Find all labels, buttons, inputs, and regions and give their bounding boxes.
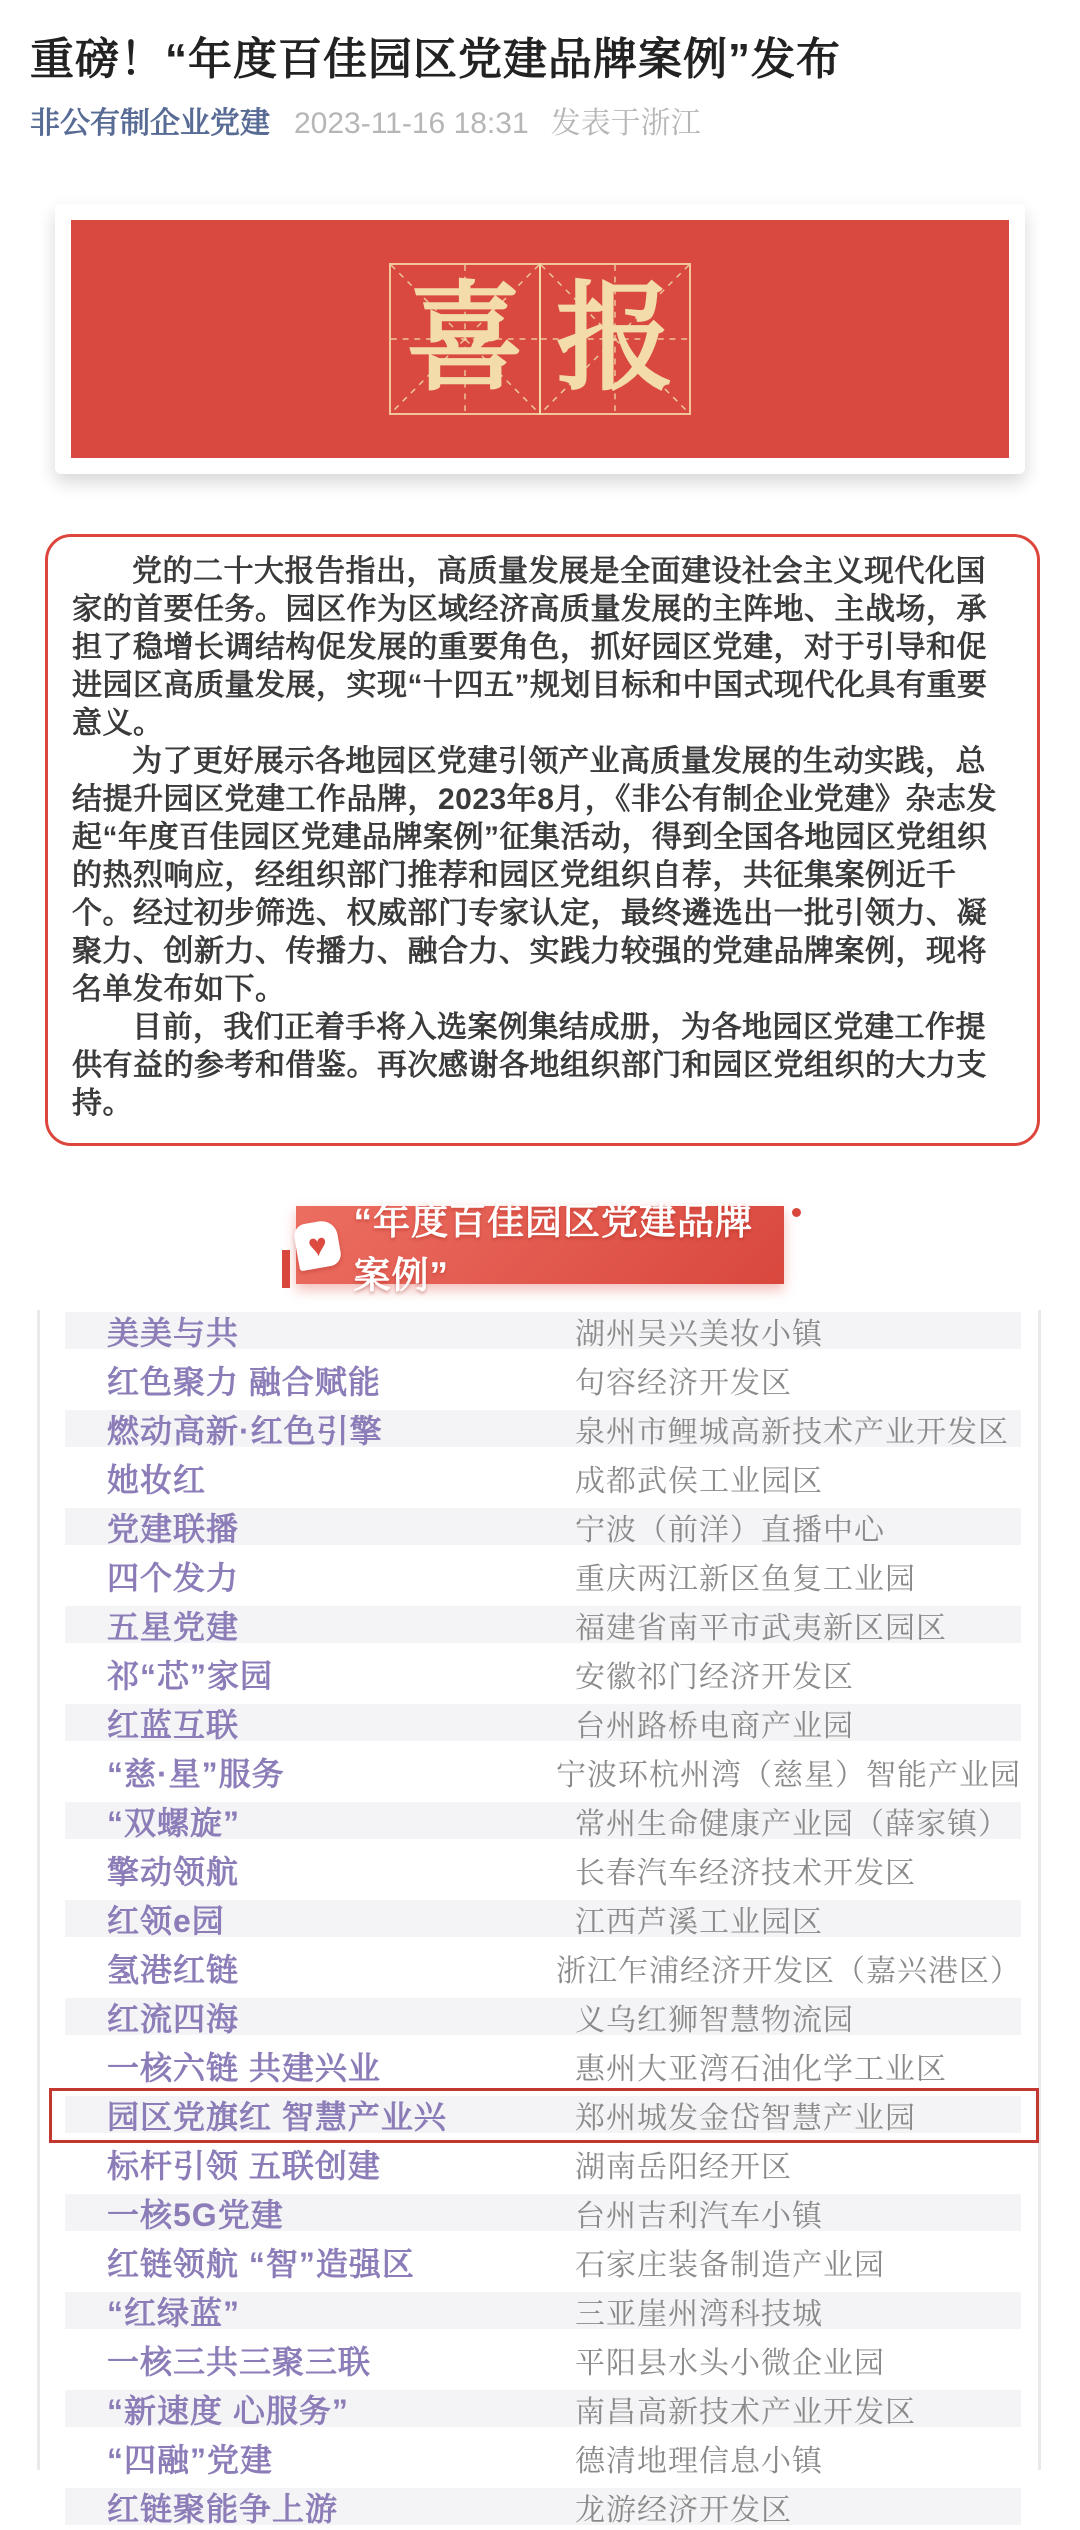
brand-name: 四个发力 bbox=[107, 1559, 240, 1596]
table-row bbox=[65, 1459, 1021, 1496]
brand-name: “新速度 心服务” bbox=[107, 2392, 349, 2429]
table-row bbox=[65, 1606, 1021, 1643]
park-name: 南昌高新技术产业开发区 bbox=[575, 2395, 916, 2429]
brand-name: “慈·星”服务 bbox=[107, 1755, 285, 1792]
banner-char: 报 bbox=[555, 273, 674, 405]
park-name: 台州路桥电商产业园 bbox=[575, 1709, 854, 1743]
brand-name: 党建联播 bbox=[107, 1510, 240, 1547]
brand-name: 氢港红链 bbox=[107, 1951, 240, 1988]
brand-name: 祁“芯”家园 bbox=[107, 1657, 274, 1694]
heart-icon: ♥ bbox=[306, 1226, 330, 1264]
park-name: 泉州市鲤城高新技术产业开发区 bbox=[575, 1415, 1009, 1449]
table-row bbox=[65, 1557, 1021, 1594]
publish-date: 2023-11-16 18:31 bbox=[294, 107, 529, 140]
park-name: 重庆两江新区鱼复工业园 bbox=[575, 1562, 916, 1596]
table-row bbox=[65, 1410, 1021, 1447]
table-row bbox=[65, 1704, 1021, 1741]
notice-paragraph: 为了更好展示各地园区党建引领产业高质量发展的生动实践，总结提升园区党建工作品牌，2023年8月，《非公有制企业党建》杂志发起“年度百佳园区党建品牌案例”征集活动，得到全国各地园区党组织的热烈响应，经组织部门推荐和园区党组织自荐，共征集案例近千个。经过初步筛选、权威部门专家认定，最终遴选出一批引领力、凝聚力、创新力、传播力、融合力、实践力较强的党建品牌案例，现将名单发布如下。 bbox=[72, 745, 997, 1006]
park-name: 浙江乍浦经济开发区（嘉兴港区） bbox=[556, 1954, 1021, 1988]
park-name: 福建省南平市武夷新区园区 bbox=[575, 1611, 947, 1645]
table-row bbox=[65, 1753, 1021, 1790]
brand-name: 标杆引领 五联创建 bbox=[107, 2147, 381, 2184]
brand-name: 园区党旗红 智慧产业兴 bbox=[107, 2098, 447, 2135]
good-news-banner-card bbox=[55, 204, 1025, 474]
brand-name: 五星党建 bbox=[107, 1608, 240, 1645]
table-row bbox=[65, 1851, 1021, 1888]
park-name: 宁波环杭州湾（慈星）智能产业园 bbox=[556, 1758, 1021, 1792]
banner-char: 喜 bbox=[405, 273, 524, 405]
author-link[interactable]: 非公有制企业党建 bbox=[30, 107, 270, 140]
notice-paragraph: 党的二十大报告指出，高质量发展是全面建设社会主义现代化国家的首要任务。园区作为区域经济高质量发展的主阵地、主战场，承担了稳增长调结构促发展的重要角色，抓好园区党建，对于引导和促进园区高质量发展，实现“十四五”规划目标和中国式现代化具有重要意义。 bbox=[72, 555, 988, 740]
brand-name: 一核5G党建 bbox=[107, 2196, 284, 2233]
table-row bbox=[65, 2439, 1021, 2476]
park-name: 常州生命健康产业园（薛家镇） bbox=[575, 1807, 1009, 1841]
table-row bbox=[65, 1802, 1021, 1839]
brand-name: 美美与共 bbox=[107, 1314, 240, 1351]
park-name: 安徽祁门经济开发区 bbox=[575, 1660, 854, 1694]
table-row bbox=[65, 2145, 1021, 2182]
calligraphy-grid-box bbox=[539, 263, 691, 415]
park-name: 德清地理信息小镇 bbox=[575, 2444, 823, 2478]
brand-name: 红领e园 bbox=[107, 1902, 225, 1939]
table-row bbox=[65, 2194, 1021, 2231]
table-left-border bbox=[37, 1310, 40, 2470]
table-row bbox=[65, 2292, 1021, 2329]
publish-location: 发表于浙江 bbox=[550, 107, 701, 140]
park-name: 湖州吴兴美妆小镇 bbox=[575, 1317, 823, 1351]
brand-name: 擎动领航 bbox=[107, 1853, 240, 1890]
brand-table bbox=[37, 1310, 1041, 2525]
park-name: 台州吉利汽车小镇 bbox=[575, 2199, 823, 2233]
section-badge-label: “年度百佳园区党建品牌案例” bbox=[353, 1201, 753, 1296]
brand-name: 燃动高新·红色引擎 bbox=[107, 1412, 383, 1449]
table-row bbox=[65, 1998, 1021, 2035]
park-name: 龙游经济开发区 bbox=[575, 2493, 792, 2527]
table-row bbox=[65, 1655, 1021, 1692]
brand-name: 红链领航 “智”造强区 bbox=[107, 2245, 415, 2282]
park-name: 三亚崖州湾科技城 bbox=[575, 2297, 823, 2331]
notice-box bbox=[45, 534, 1040, 1146]
brand-name: 红链聚能争上游 bbox=[107, 2490, 339, 2527]
brand-name: 红色聚力 融合赋能 bbox=[107, 1363, 381, 1400]
table-row bbox=[65, 2488, 1021, 2525]
brand-name: 红蓝互联 bbox=[107, 1706, 240, 1743]
brand-name: “双螺旋” bbox=[107, 1804, 241, 1841]
table-row bbox=[65, 2243, 1021, 2280]
badge-accent-dot bbox=[792, 1208, 801, 1217]
brand-name: “红绿蓝” bbox=[107, 2294, 241, 2331]
park-name: 成都武侯工业园区 bbox=[575, 1464, 823, 1498]
article-page bbox=[0, 30, 1080, 2525]
good-news-banner bbox=[71, 220, 1009, 458]
table-row bbox=[65, 1312, 1021, 1349]
table-row bbox=[65, 1508, 1021, 1545]
park-name: 义乌红狮智慧物流园 bbox=[575, 2003, 854, 2037]
notice-paragraph: 目前，我们正着手将入选案例集结成册，为各地园区党建工作提供有益的参考和借鉴。再次感谢各地组织部门和园区党组织的大力支持。 bbox=[72, 1011, 987, 1120]
brand-name: “四融”党建 bbox=[107, 2441, 274, 2478]
park-name: 惠州大亚湾石油化学工业区 bbox=[575, 2052, 947, 2086]
brand-name: 红流四海 bbox=[107, 2000, 240, 2037]
table-row bbox=[65, 2047, 1021, 2084]
page-title: 重磅！“年度百佳园区党建品牌案例”发布 bbox=[30, 35, 841, 84]
table-row bbox=[65, 1361, 1021, 1398]
table-row bbox=[65, 2341, 1021, 2378]
park-name: 湖南岳阳经开区 bbox=[575, 2150, 792, 2184]
heart-bubble-icon bbox=[292, 1219, 343, 1272]
park-name: 长春汽车经济技术开发区 bbox=[575, 1856, 916, 1890]
brand-name: 她妆红 bbox=[107, 1461, 207, 1498]
table-row bbox=[65, 2096, 1021, 2133]
brand-name: 一核六链 共建兴业 bbox=[107, 2049, 381, 2086]
table-row bbox=[65, 2390, 1021, 2427]
table-row bbox=[65, 1900, 1021, 1937]
park-name: 江西芦溪工业园区 bbox=[575, 1905, 823, 1939]
badge-accent-bar bbox=[282, 1250, 290, 1288]
park-name: 石家庄装备制造产业园 bbox=[575, 2248, 885, 2282]
park-name: 平阳县水头小微企业园 bbox=[575, 2346, 885, 2380]
section-badge bbox=[296, 1201, 784, 1296]
park-name: 郑州城发金岱智慧产业园 bbox=[575, 2101, 916, 2135]
table-right-border bbox=[1038, 1310, 1041, 2470]
table-row bbox=[65, 1949, 1021, 1986]
park-name: 句容经济开发区 bbox=[575, 1366, 792, 1400]
byline bbox=[30, 106, 1050, 142]
brand-name: 一核三共三聚三联 bbox=[107, 2343, 372, 2380]
calligraphy-grid-box bbox=[389, 263, 541, 415]
section-badge-wrap bbox=[30, 1201, 1050, 1296]
park-name: 宁波（前洋）直播中心 bbox=[575, 1513, 885, 1547]
